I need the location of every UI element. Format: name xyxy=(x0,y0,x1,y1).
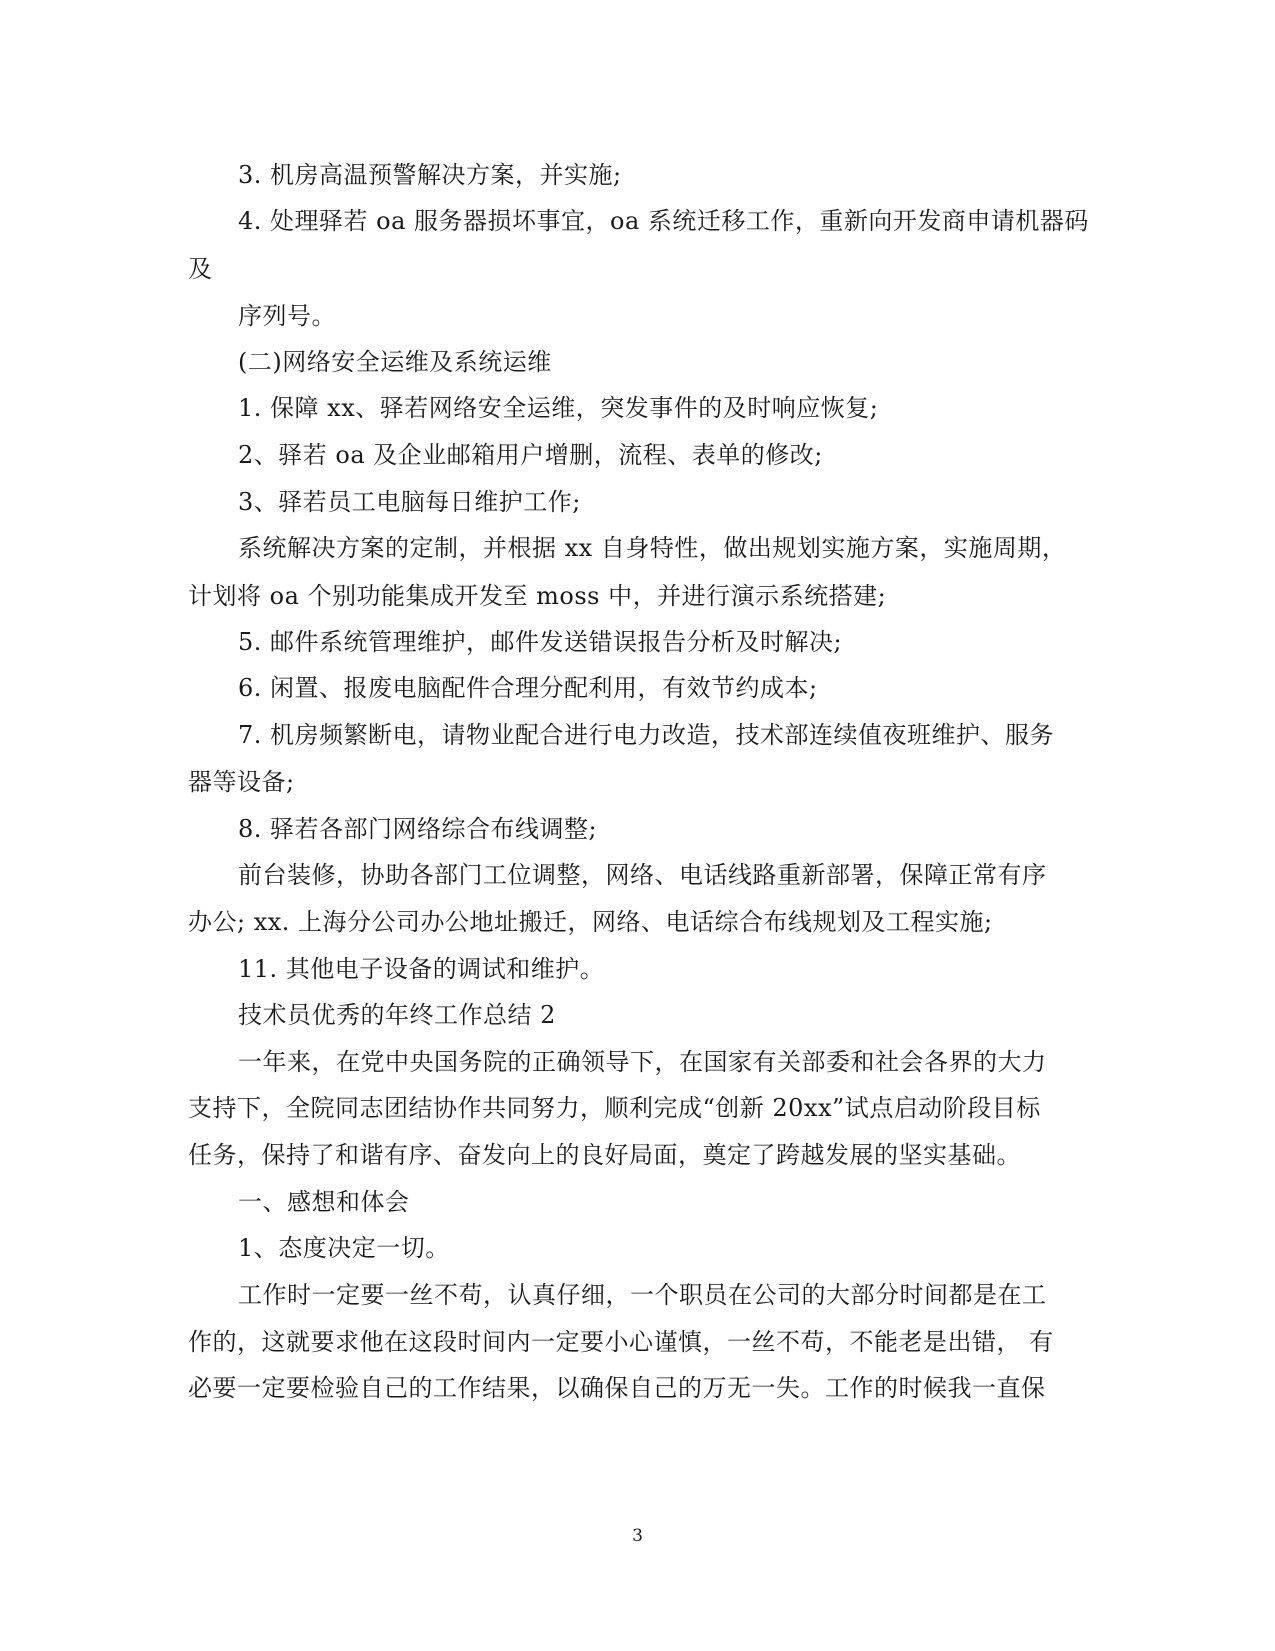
text-line: 5. 邮件系统管理维护，邮件发送错误报告分析及时解决; xyxy=(238,628,843,656)
text-line: 2、驿若 oa 及企业邮箱用户增删，流程、表单的修改; xyxy=(238,441,823,469)
text-line: 7. 机房频繁断电，请物业配合进行电力改造，技术部连续值夜班维护、服务 xyxy=(238,721,1055,749)
text-line: 1. 保障 xx、驿若网络安全运维，突发事件的及时响应恢复; xyxy=(238,394,879,422)
document-title: 技术员优秀的年终工作总结 2 xyxy=(238,1001,556,1029)
text-line: 一年来，在党中央国务院的正确领导下，在国家有关部委和社会各界的大力 xyxy=(238,1048,1047,1076)
text-line: 3、驿若员工电脑每日维护工作; xyxy=(238,488,581,516)
text-line: 器等设备; xyxy=(188,768,295,796)
page-number: 3 xyxy=(632,1526,643,1546)
section-heading: 1、态度决定一切。 xyxy=(238,1234,450,1262)
text-line: 前台装修，协助各部门工位调整，网络、电话线路重新部署，保障正常有序 xyxy=(238,861,1047,889)
text-line: 系统解决方案的定制，并根据 xx 自身特性，做出规划实施方案，实施周期， xyxy=(238,534,1067,562)
text-line: 支持下，全院同志团结协作共同努力，顺利完成“创新 20xx”试点启动阶段目标 xyxy=(188,1094,1041,1122)
text-line: 计划将 oa 个别功能集成开发至 moss 中，并进行演示系统搭建; xyxy=(188,582,887,610)
text-line: 11. 其他电子设备的调试和维护。 xyxy=(238,955,605,983)
text-line: 及 xyxy=(188,255,213,283)
text-line: 必要一定要检验自己的工作结果，以确保自己的万无一失。工作的时候我一直保 xyxy=(188,1374,1046,1402)
text-line: 作的，这就要求他在这段时间内一定要小心谨慎，一丝不苟，不能老是出错， 有 xyxy=(188,1328,1054,1356)
text-line: 3. 机房高温预警解决方案，并实施; xyxy=(238,161,622,189)
section-heading: (二)网络安全运维及系统运维 xyxy=(238,348,552,376)
text-line: 任务，保持了和谐有序、奋发向上的良好局面，奠定了跨越发展的坚实基础。 xyxy=(188,1141,1021,1169)
text-line: 8. 驿若各部门网络综合布线调整; xyxy=(238,815,598,843)
text-line: 4. 处理驿若 oa 服务器损坏事宜，oa 系统迁移工作，重新向开发商申请机器码 xyxy=(238,207,1089,235)
text-line: 办公; xx. 上海分公司办公地址搬迁，网络、电话综合布线规划及工程实施; xyxy=(188,908,993,936)
text-line: 序列号。 xyxy=(238,302,336,330)
text-line: 工作时一定要一丝不苟，认真仔细，一个职员在公司的大部分时间都是在工 xyxy=(238,1281,1047,1309)
text-line: 6. 闲置、报废电脑配件合理分配利用，有效节约成本; xyxy=(238,674,818,702)
section-heading: 一、感想和体会 xyxy=(238,1188,410,1216)
